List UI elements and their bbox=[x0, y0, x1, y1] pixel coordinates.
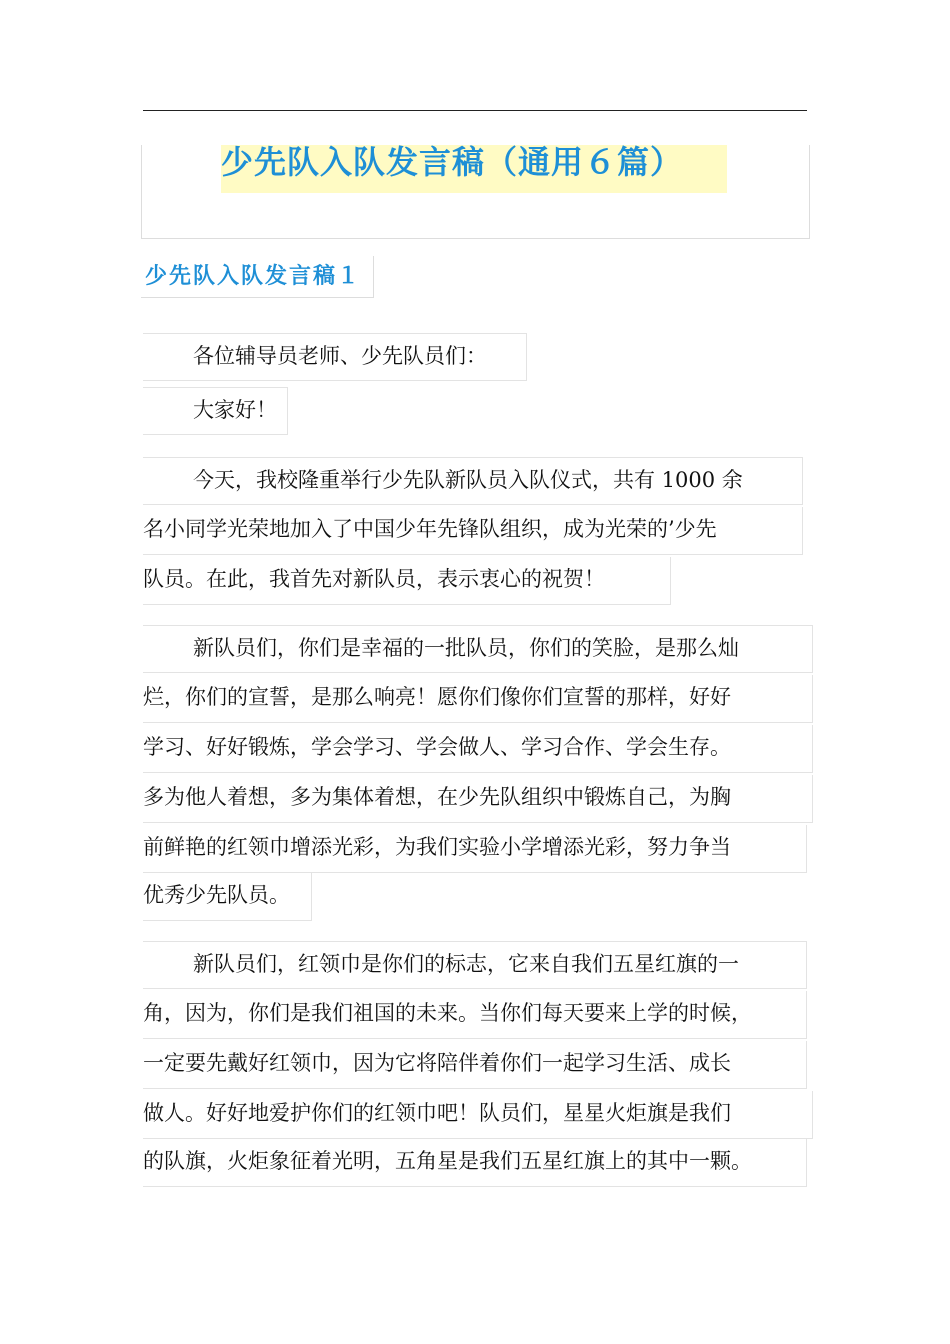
paragraph-line: 各位辅导员老师、少先队员们： bbox=[143, 333, 527, 381]
section-heading: 少先队入队发言稿１ bbox=[141, 256, 374, 298]
paragraph-line: 今天，我校隆重举行少先队新队员入队仪式，共有 1000 余 bbox=[143, 457, 803, 505]
paragraph-line: 多为他人着想，多为集体着想，在少先队组织中锻炼自己，为胸 bbox=[143, 775, 813, 823]
paragraph-line: 角，因为，你们是我们祖国的未来。当你们每天要来上学的时候， bbox=[143, 991, 807, 1039]
paragraph-line: 学习、好好锻炼，学会学习、学会做人、学习合作、学会生存。 bbox=[143, 725, 813, 773]
top-rule bbox=[143, 110, 807, 111]
paragraph-line: 的队旗，火炬象征着光明，五角星是我们五星红旗上的其中一颗。 bbox=[143, 1139, 807, 1187]
document-title: 少先队入队发言稿（通用６篇） bbox=[221, 143, 684, 181]
paragraph-line: 队员。在此，我首先对新队员，表示衷心的祝贺！ bbox=[143, 557, 671, 605]
paragraph-line: 新队员们，红领巾是你们的标志，它来自我们五星红旗的一 bbox=[143, 941, 807, 989]
paragraph-line: 优秀少先队员。 bbox=[143, 873, 312, 921]
paragraph-line: 做人。好好地爱护你们的红领巾吧！队员们，星星火炬旗是我们 bbox=[143, 1091, 813, 1139]
paragraph-line: 名小同学光荣地加入了中国少年先锋队组织，成为光荣的’少先 bbox=[143, 507, 803, 555]
paragraph-line: 一定要先戴好红领巾，因为它将陪伴着你们一起学习生活、成长 bbox=[143, 1041, 807, 1089]
paragraph-line: 大家好！ bbox=[143, 387, 288, 435]
paragraph-line: 烂，你们的宣誓，是那么响亮！愿你们像你们宣誓的那样，好好 bbox=[143, 675, 813, 723]
paragraph-line: 前鲜艳的红领巾增添光彩，为我们实验小学增添光彩，努力争当 bbox=[143, 825, 807, 873]
paragraph-line: 新队员们，你们是幸福的一批队员，你们的笑脸，是那么灿 bbox=[143, 625, 813, 673]
